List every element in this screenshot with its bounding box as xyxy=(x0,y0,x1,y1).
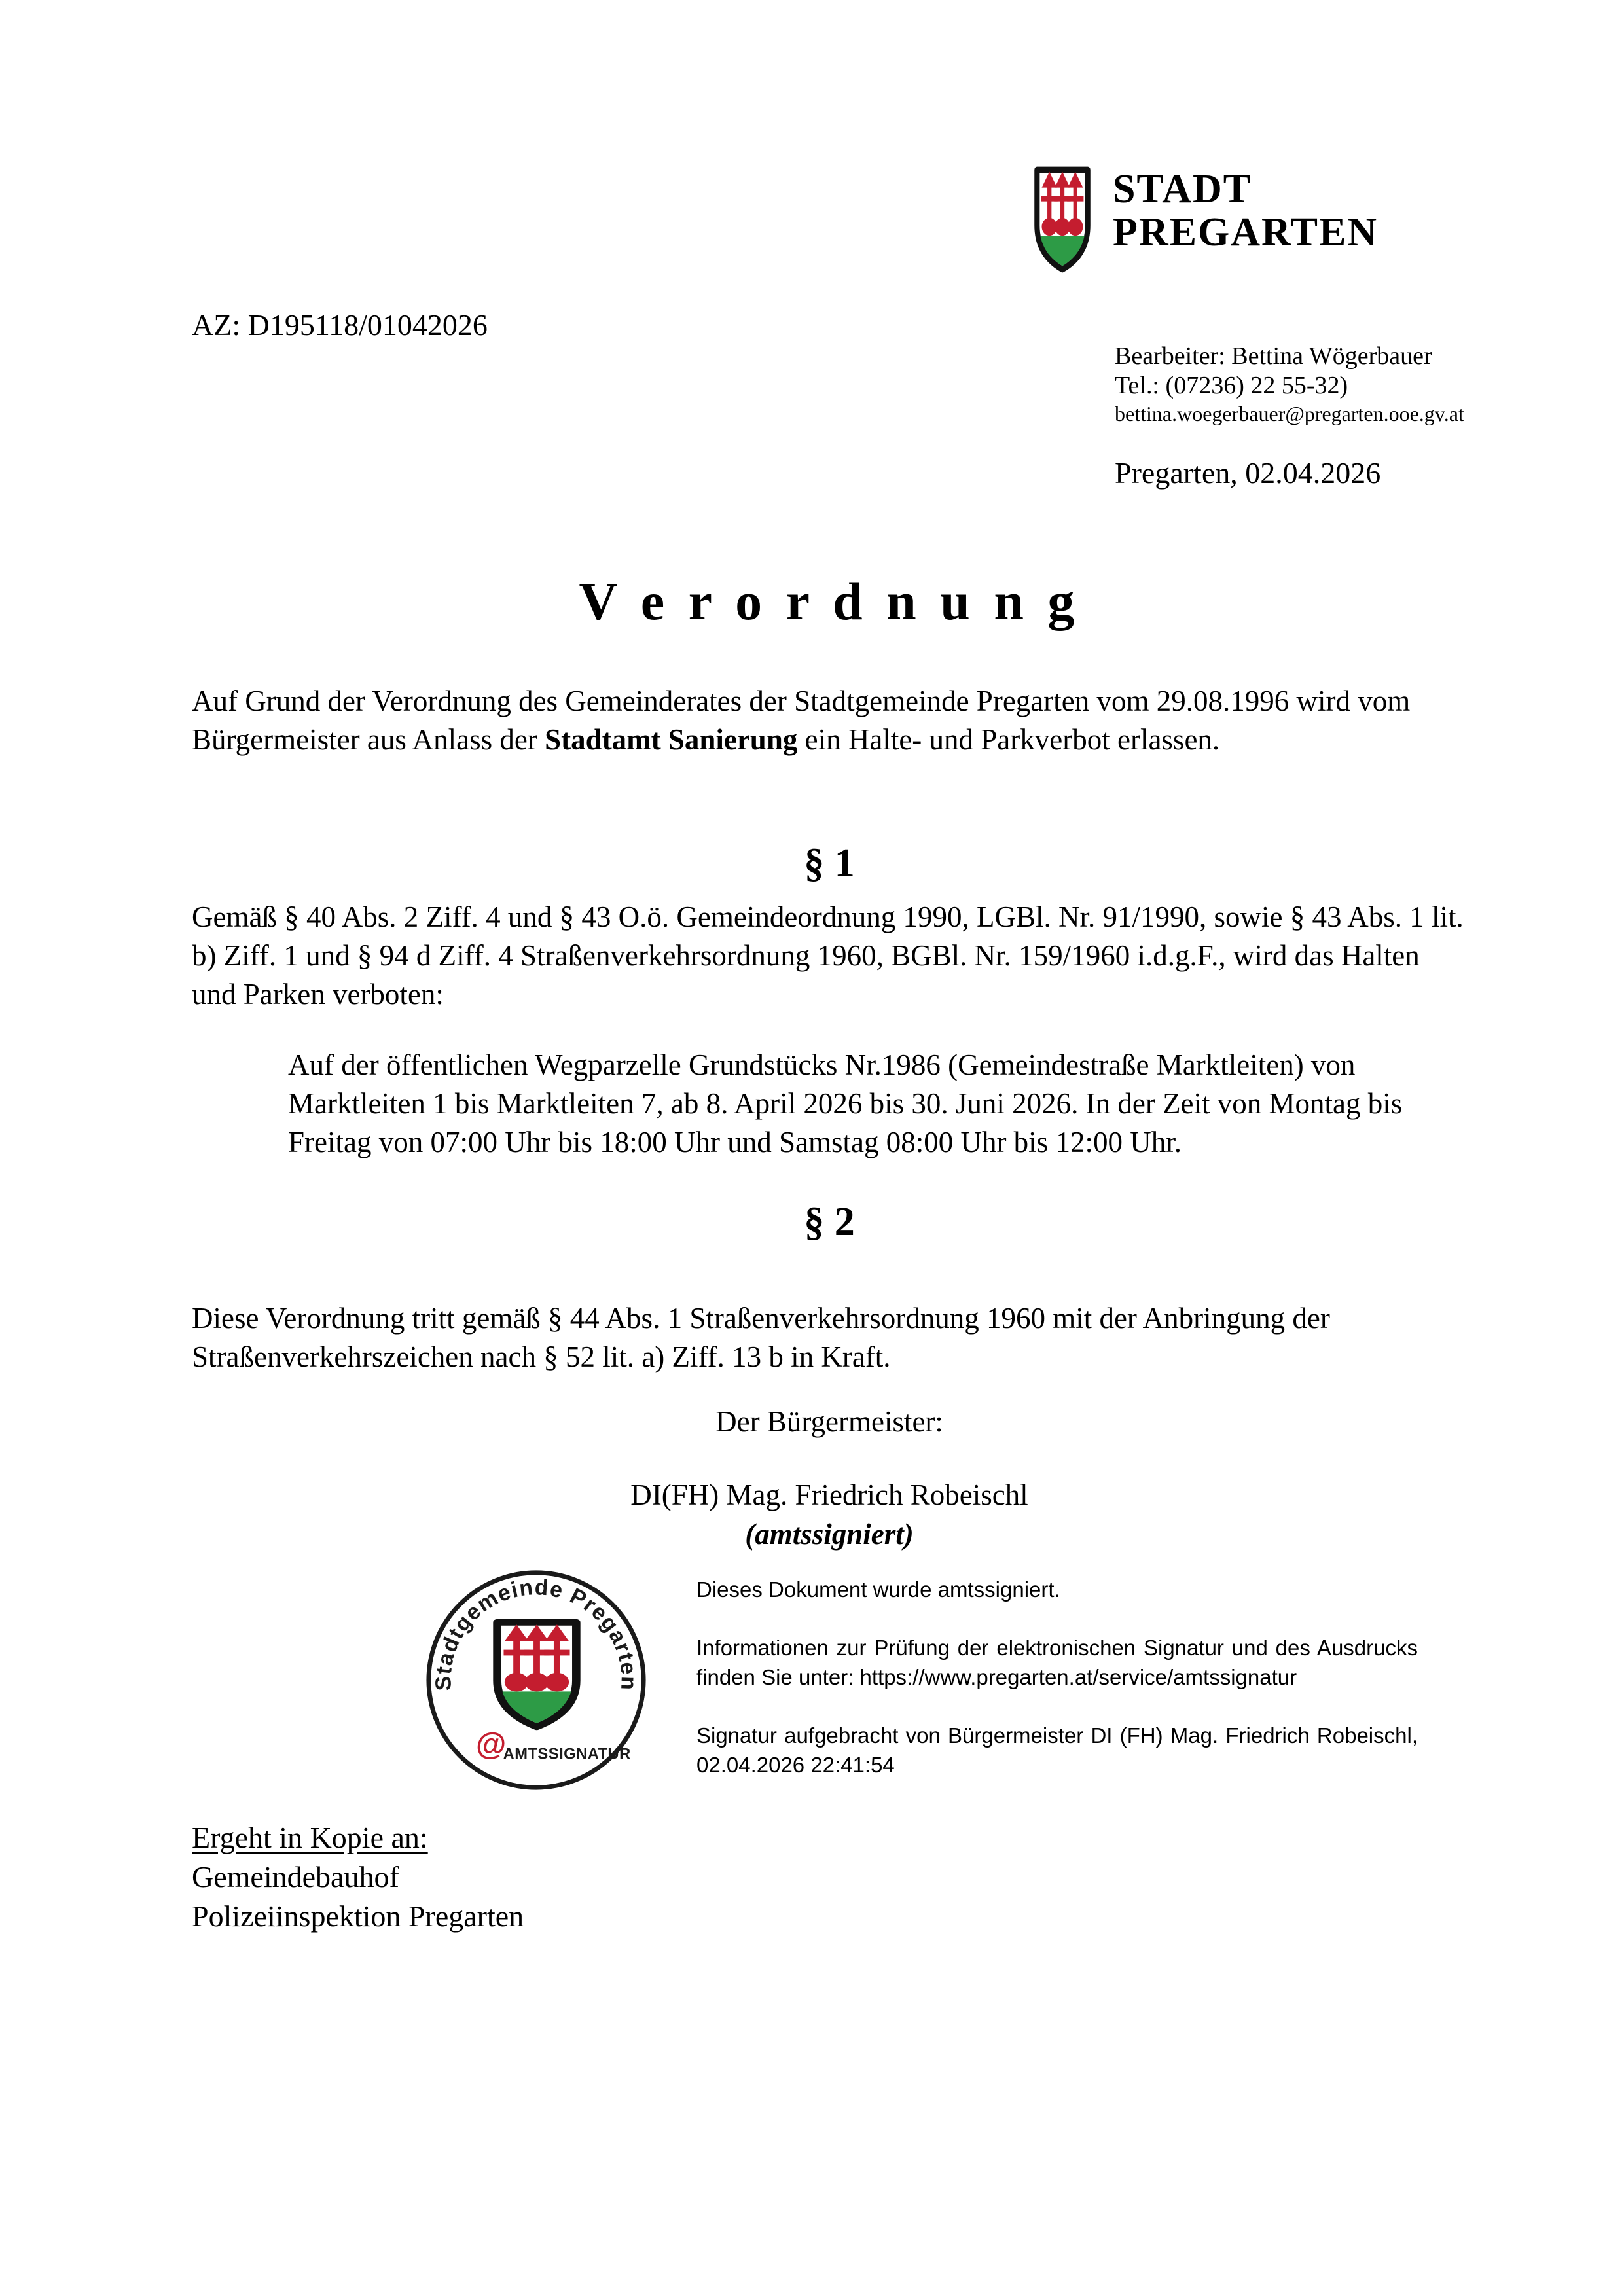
contact-phone: Tel.: (07236) 22 55-32) xyxy=(1115,372,1348,399)
place-and-date: Pregarten, 02.04.2026 xyxy=(1115,456,1381,490)
seal-label: AMTSSIGNATUR xyxy=(503,1746,631,1763)
signature-info-line-2: Informationen zur Prüfung der elektronischen Signatur und des Ausdrucks finden Sie unter: https://www.pregarten.at/service/amtssignatur xyxy=(696,1636,1418,1689)
signature-info-line-3: Signatur aufgebracht von Bürgermeister DI (FH) Mag. Friedrich Robeischl, 02.04.2026 22:41:54 xyxy=(696,1723,1418,1777)
section-1-heading: § 1 xyxy=(804,841,855,886)
logo-line-stadt: STADT xyxy=(1113,167,1252,211)
intro-text-before: Auf Grund der Verordnung des Gemeinderates der Stadtgemeinde Pregarten vom 29.08.1996 wird vom Bürgermeister aus Anlass der xyxy=(192,685,1411,756)
distribution-item: Polizeiinspektion Pregarten xyxy=(192,1899,524,1933)
intro-text-bold: Stadtamt Sanierung xyxy=(545,723,798,756)
section-1-body: Gemäß § 40 Abs. 2 Ziff. 4 und § 43 O.ö. Gemeindeordnung 1990, LGBl. Nr. 91/1990, sowie § 43 Abs. 1 lit. b) Ziff. 1 und § 94 d Ziff. 4 Straßenverkehrsordnung 1960, BGBl. Nr. 159/1960 i.d.g.F., wird das Halten und Parken verboten: xyxy=(192,901,1464,1011)
signer-name: DI(FH) Mag. Friedrich Robeischl xyxy=(630,1479,1028,1511)
logo-line-pregarten: PREGARTEN xyxy=(1113,210,1379,255)
signer-role: Der Bürgermeister: xyxy=(715,1405,943,1438)
file-reference-number: AZ: D195118/01042026 xyxy=(192,308,488,342)
section-2-body: Diese Verordnung tritt gemäß § 44 Abs. 1 Straßenverkehrsordnung 1960 mit der Anbringung der Straßenverkehrszeichen nach § 52 lit. a) Ziff. 13 b in Kraft. xyxy=(192,1302,1330,1373)
intro-text-after: ein Halte- und Parkverbot erlassen. xyxy=(797,723,1220,756)
amtssigniert-note: (amtssigniert) xyxy=(745,1518,914,1551)
seal-ring-text: Stadtgemeinde Pregarten xyxy=(431,1575,641,1692)
contact-block xyxy=(1115,342,1464,427)
signature-info-block xyxy=(696,1575,1418,1780)
seal-at-icon: @ xyxy=(476,1727,507,1762)
distribution-heading: Ergeht in Kopie an: xyxy=(192,1821,428,1854)
signature-info-line-1: Dieses Dokument wurde amtssigniert. xyxy=(696,1577,1060,1602)
intro-paragraph xyxy=(192,682,1467,759)
contact-person: Bearbeiter: Bettina Wögerbauer xyxy=(1115,342,1432,370)
section-2-heading: § 2 xyxy=(804,1200,855,1244)
amtssignatur-seal xyxy=(423,1567,649,1793)
distribution-list xyxy=(192,1818,524,1936)
contact-email: bettina.woegerbauer@pregarten.ooe.gv.at xyxy=(1115,402,1464,425)
city-coat-of-arms-icon xyxy=(1033,165,1092,275)
seal-coat-of-arms-icon xyxy=(497,1623,577,1728)
document-title: V e r o r d n u n g xyxy=(579,571,1080,631)
section-1-indented-paragraph: Auf der öffentlichen Wegparzelle Grundstücks Nr.1986 (Gemeindestraße Marktleiten) von Marktleiten 1 bis Marktleiten 7, ab 8. April 2026 bis 30. Juni 2026. In der Zeit von Montag bis Freitag von 07:00 Uhr bis 18:00 Uhr und Samstag 08:00 Uhr bis 12:00 Uhr. xyxy=(288,1049,1403,1158)
distribution-item: Gemeindebauhof xyxy=(192,1860,399,1893)
logo-wordmark xyxy=(1113,168,1378,254)
